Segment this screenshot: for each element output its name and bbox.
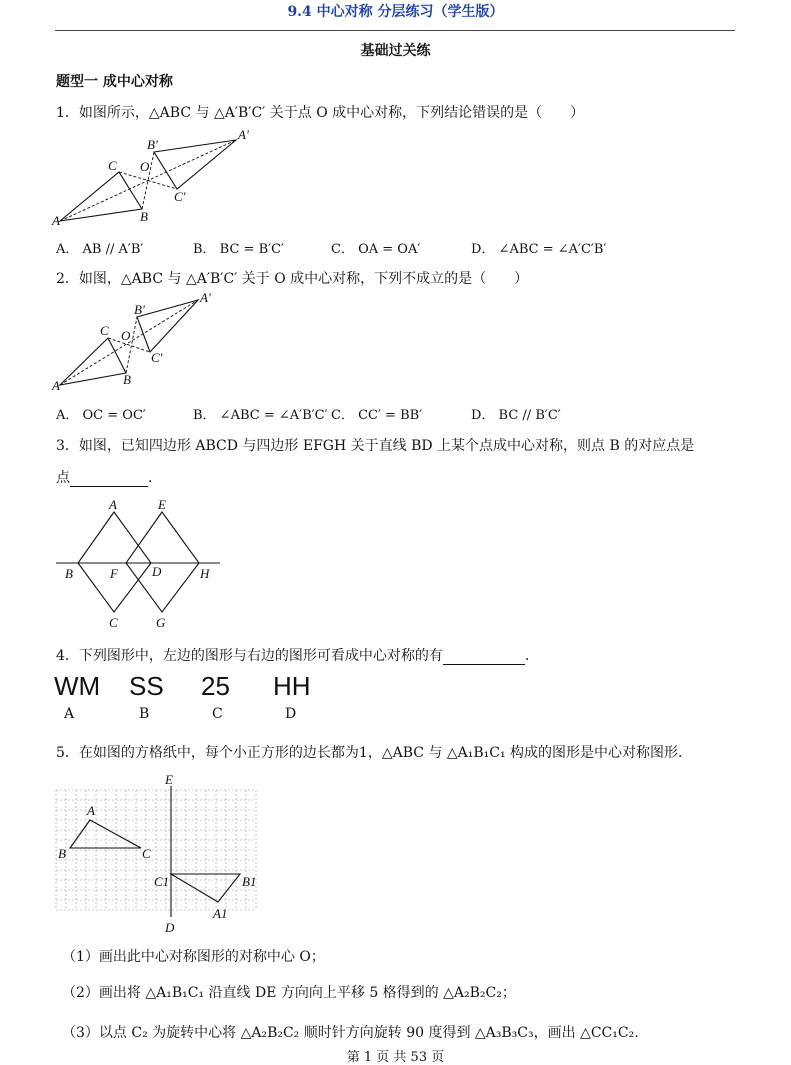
q5-label-c: C: [142, 846, 151, 861]
q5-label-c1: C1: [154, 874, 170, 889]
q5-label-d: D: [165, 920, 175, 935]
q2-label-b: B: [123, 372, 131, 387]
section-title: 基础过关练: [360, 43, 431, 59]
q2-label-c: C: [100, 323, 109, 338]
q1-option-c[interactable]: C． OA = OA′: [331, 242, 421, 257]
q3-quad-abcd: [78, 512, 151, 612]
q2-option-c[interactable]: C． CC′ = BB′: [331, 408, 423, 423]
q1-figure: [50, 125, 270, 230]
q5-stem: 5．在如图的方格纸中，每个小正方形的边长都为1，△ABC 与 △A₁B₁C₁ 构成的图形是中心对称图形.: [56, 745, 683, 761]
q1-label-a1: A': [238, 127, 249, 142]
q1-option-a[interactable]: A． AB // A′B′: [56, 242, 144, 257]
q4-label-d: D: [285, 706, 297, 722]
q2-option-b[interactable]: B． ∠ABC = ∠A′B′C′: [193, 408, 328, 423]
q3-label-h: H: [200, 566, 210, 581]
q5-label-a1: A1: [213, 906, 228, 921]
q2-triangle-a1b1c1: [137, 300, 198, 352]
q1-option-d[interactable]: D． ∠ABC = ∠A′C′B′: [471, 242, 607, 257]
q5-grid-figure: [50, 770, 270, 935]
q5-label-b: B: [58, 846, 66, 861]
q3-stem-prefix: 点: [56, 470, 70, 486]
q4-label-c: C: [212, 706, 223, 722]
q1-label-c: C: [108, 158, 117, 173]
topic-heading: 题型一 成中心对称: [56, 74, 173, 90]
q1-triangle-a1b1c1: [154, 140, 236, 189]
q3-label-c: C: [109, 615, 118, 630]
q3-quad-efgh: [126, 512, 199, 612]
q3-label-g: G: [156, 615, 166, 630]
q4-glyph-a: WM: [54, 671, 101, 701]
q5-part-2: （2）画出将 △A₁B₁C₁ 沿直线 DE 方向向上平移 5 格得到的 △A₂B₂C₂；: [62, 985, 516, 1001]
q2-label-a1: A': [200, 290, 211, 305]
q1-label-c1: C': [174, 189, 186, 204]
q5-label-e: E: [165, 772, 173, 787]
q5-triangle-abc: [70, 820, 141, 848]
q2-label-c1: C': [151, 350, 163, 365]
q4-stem-prefix: 4．下列图形中，左边的图形与右边的图形可看成中心对称的有: [56, 648, 443, 664]
q3-answer-blank[interactable]: [70, 470, 148, 487]
q1-label-b1: B': [147, 137, 158, 152]
q2-label-a: A: [52, 378, 60, 393]
title-rule: [55, 30, 735, 31]
q4-answer-blank[interactable]: [443, 648, 525, 665]
q5-part-1: （1）画出此中心对称图形的对称中心 O；: [62, 949, 325, 965]
q5-label-b1: B1: [242, 874, 257, 889]
page-footer: 第 1 页 共 53 页: [346, 1050, 445, 1065]
q4-label-b: B: [139, 706, 150, 722]
q4-label-a: A: [64, 706, 75, 722]
q4-stem-suffix: .: [524, 648, 530, 664]
document-title: 9.4 中心对称 分层练习（学生版）: [287, 4, 504, 20]
q3-stem-line2: [56, 467, 152, 487]
q1-label-a: A: [52, 213, 60, 228]
q1-label-o: O: [140, 159, 150, 174]
q2-triangle-abc: [60, 338, 126, 385]
q3-label-a: A: [109, 497, 117, 512]
q1-stem: 1．如图所示，△ABC 与 △A′B′C′ 关于点 O 成中心对称，下列结论错误的是（ ）: [56, 105, 585, 121]
q1-option-b[interactable]: B． BC = B′C′: [193, 242, 284, 257]
q5-triangle-a1b1c1: [171, 874, 240, 902]
q3-label-d: D: [152, 564, 162, 579]
q2-label-b1: B': [134, 302, 145, 317]
q2-label-o: O: [121, 328, 131, 343]
q3-figure: [50, 495, 230, 630]
q5-label-a: A: [87, 803, 95, 818]
q1-triangle-abc: [60, 172, 142, 221]
q4-glyph-b: SS: [129, 671, 164, 701]
q5-part-3: （3）以点 C₂ 为旋转中心将 △A₂B₂C₂ 顺时针方向旋转 90 度得到 △A₃B₃C₃，画出 △CC₁C₂.: [62, 1025, 639, 1041]
q3-label-b: B: [65, 566, 73, 581]
q4-glyph-c: 25: [201, 671, 230, 701]
q3-stem-suffix: .: [148, 470, 153, 486]
q3-label-e: E: [158, 497, 166, 512]
q4-glyph-d: HH: [273, 671, 311, 701]
q3-label-f: F: [110, 566, 118, 581]
q4-stem: [56, 645, 529, 665]
q3-stem: 3．如图，已知四边形 ABCD 与四边形 EFGH 关于直线 BD 上某个点成中心对称，则点 B 的对应点是: [56, 438, 695, 454]
q2-stem: 2．如图，△ABC 与 △A′B′C′ 关于 O 成中心对称，下列不成立的是（ ）: [56, 271, 529, 287]
q2-option-a[interactable]: A． OC = OC′: [56, 408, 146, 423]
q2-option-d[interactable]: D． BC // B′C′: [471, 408, 561, 423]
q2-figure: [50, 290, 230, 398]
q1-label-b: B: [140, 209, 148, 224]
